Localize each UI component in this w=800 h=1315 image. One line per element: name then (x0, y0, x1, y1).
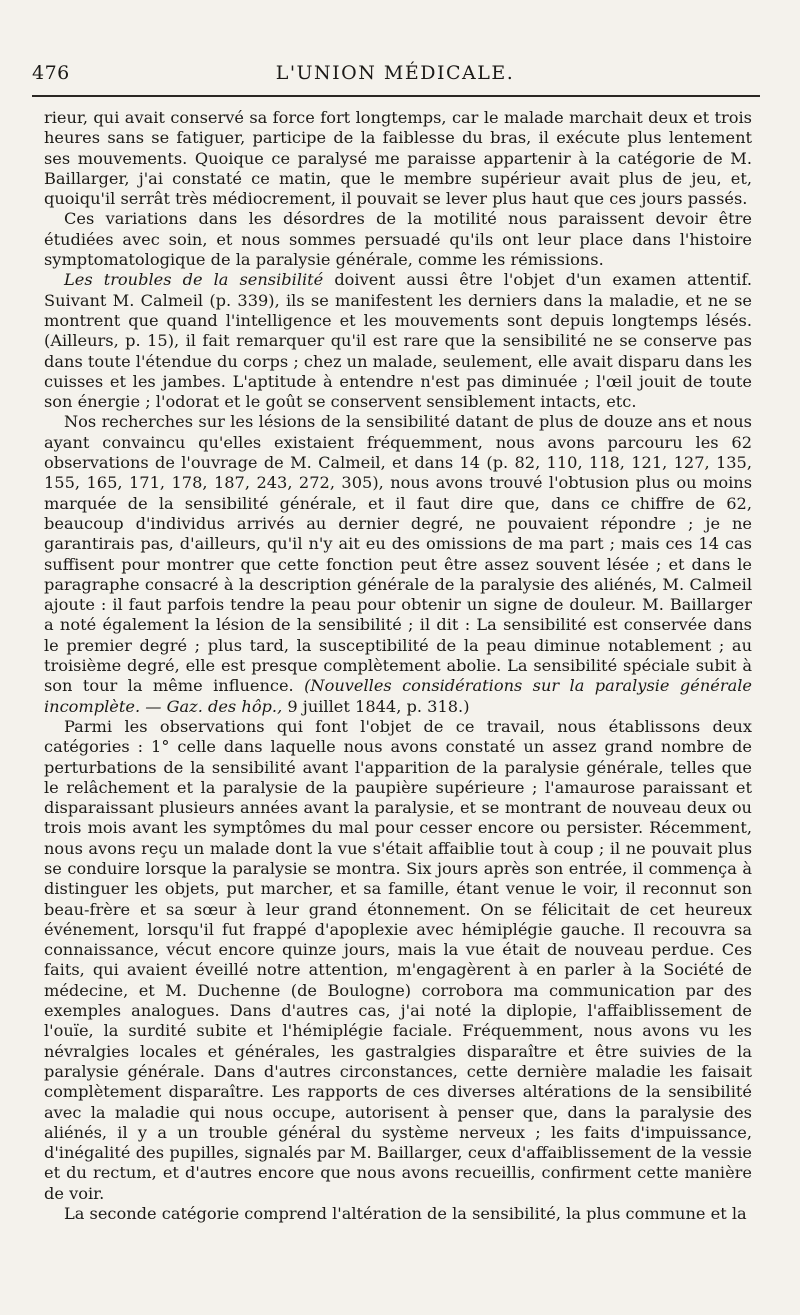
page-header (32, 62, 758, 90)
paragraph: Nos recherches sur les lésions de la sensibilité datant de plus de douze ans et nous ayant convaincu qu'elles existaient fréquemment, nous avons parcouru les 62 observations de l'ouvrage de M. Calmeil, et dans 14 (p. 82, 110, 118, 121, 127, 135, 155, 165, 171, 178, 187, 243, 272, 305), nous avons trouvé l'obtusion plus ou moins marquée de la sensibilité générale, et il faut dire que, dans ce chiffre de 62, beaucoup d'individus arrivés au dernier degré, ne pouvaient répondre ; je ne garantirais pas, d'ailleurs, qu'il n'y ait eu des omissions de ma part ; mais ces 14 cas suffisent pour montrer que cette fonction peut être assez souvent lésée ; et dans le paragraphe consacré à la description générale de la paralysie des aliénés, M. Calmeil ajoute : il faut parfois tendre la peau pour obtenir un signe de douleur. M. Baillarger a noté également la lésion de la sensibilité ; il dit : La sensibilité est conservée dans le premier degré ; plus tard, la susceptibilité de la peau diminue notablement ; au troisième degré, elle est presque complètement abolie. La sensibilité spéciale subit à son tour la même influence. (Nouvelles considérations sur la paralysie générale incomplète. — Gaz. des hôp., 9 juillet 1844, p. 318.) (44, 412, 752, 716)
running-title: L'UNION MÉDICALE. (275, 62, 515, 84)
paragraph: Ces variations dans les désordres de la motilité nous paraissent devoir être étudiées avec soin, et nous sommes persuadé qu'ils ont leur place dans l'histoire symptomatologique de la paralysie générale, comme les rémissions. (44, 209, 752, 270)
page-number: 476 (32, 62, 70, 84)
section-lead-italic: Les troubles de la sensibilité (64, 270, 324, 290)
article-body (44, 108, 752, 1224)
paragraph: Parmi les observations qui font l'objet de ce travail, nous établissons deux catégories : 1° celle dans laquelle nous avons constaté un assez grand nombre de perturbations de la sensibilité avant l'apparition de la paralysie générale, telles que le relâchement et la paralysie de la paupière supérieure ; l'amaurose paraissant et disparaissant plusieurs années avant la paralysie, et se montrant de nouveau deux ou trois mois avant les symptômes du mal pour cesser encore ou persister. Récemment, nous avons reçu un malade dont la vue s'était affaiblie tout à coup ; il ne pouvait plus se conduire lorsque la paralysie se montra. Six jours après son entrée, il commença à distinguer les objets, put marcher, et sa famille, étant venue le voir, il reconnut son beau-frère et sa sœur à leur grand étonnement. On se félicitait de cet heureux événement, lorsqu'il fut frappé d'apoplexie avec hémiplégie gauche. Il recouvra sa connaissance, vécut encore quinze jours, mais la vue était de nouveau perdue. Ces faits, qui avaient éveillé notre attention, m'engagèrent à en parler à la Société de médecine, et M. Duchenne (de Boulogne) corrobora ma communication par des exemples analogues. Dans d'autres cas, j'ai noté la diplopie, l'affaiblissement de l'ouïe, la surdité subite et l'hémiplégie faciale. Fréquemment, nous avons vu les névralgies locales et générales, les gastralgies disparaître et être suivies de la paralysie générale. Dans d'autres circonstances, cette dernière maladie les faisait complètement disparaître. Les rapports de ces diverses altérations de la sensibilité avec la maladie qui nous occupe, autorisent à penser que, dans la paralysie des aliénés, il y a un trouble général du système nerveux ; les faits d'impuissance, d'inégalité des pupilles, signalés par M. Baillarger, ceux d'affaiblissement de la vessie et du rectum, et d'autres encore que nous avons recueillis, confirment cette manière de voir. (44, 716, 752, 1203)
citation-italic: (Nouvelles considérations sur la paralysie générale incomplète. — Gaz. des hôp., (44, 676, 752, 716)
header-rule (32, 95, 760, 97)
paragraph: La seconde catégorie comprend l'altération de la sensibilité, la plus commune et la (64, 1204, 747, 1224)
paragraph: rieur, qui avait conservé sa force fort longtemps, car le malade marchait deux et trois heures sans se fatiguer, participe de la faiblesse du bras, il exécute plus lentement ses mouvements. Quoique ce paralysé me paraisse appartenir à la catégorie de M. Baillarger, j'ai constaté ce matin, que le membre supérieur avait plus de jeu, et, quoiqu'il serrât très médiocrement, il pouvait se lever plus haut que ces jours passés. (44, 108, 752, 209)
paragraph: Les troubles de la sensibilité doivent aussi être l'objet d'un examen attentif. Suivant M. Calmeil (p. 339), ils se manifestent les derniers dans la maladie, et ne se montrent que quand l'intelligence et les mouvements sont depuis longtemps lésés. (Ailleurs, p. 15), il fait remarquer qu'il est rare que la sensibilité ne se conserve pas dans toute l'étendue du corps ; chez un malade, seulement, elle avait disparu dans les cuisses et les jambes. L'aptitude à entendre n'est pas diminuée ; l'œil jouit de toute son énergie ; l'odorat et le goût se conservent sensiblement intacts, etc. (44, 270, 753, 412)
